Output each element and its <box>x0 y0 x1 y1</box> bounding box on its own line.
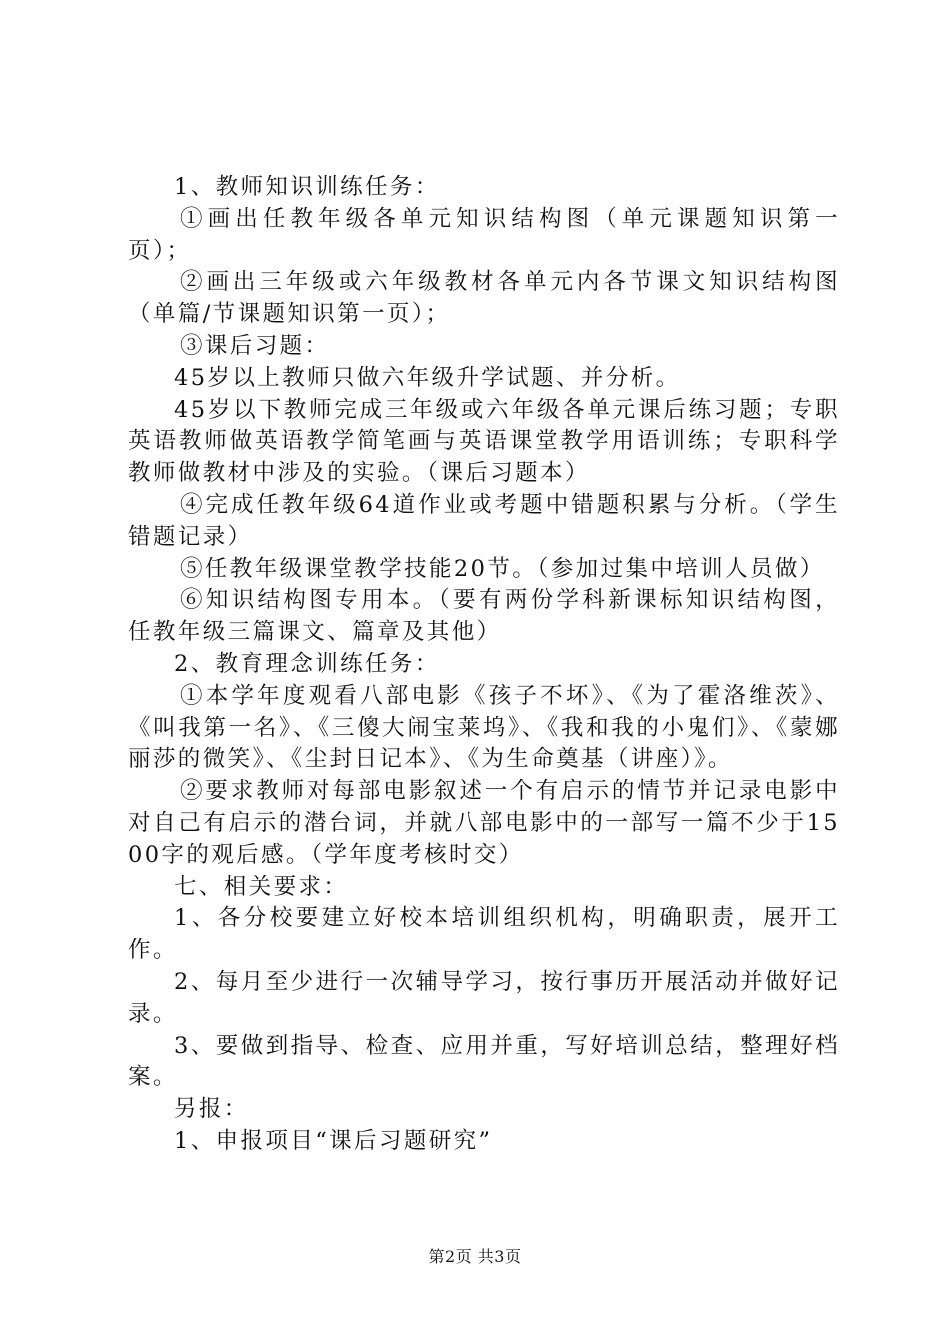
section-heading-additional-report: 另报： <box>174 1096 249 1123</box>
item-3-exercises: ③课后习题： <box>180 332 330 359</box>
requirement-2: 2、每月至少进行一次辅导学习，按行事历开展活动并做好记录。 <box>128 968 840 1027</box>
report-item-1: 1、申报项目“课后习题研究” <box>174 1127 493 1154</box>
item-2-movie-reflection: ②要求教师对每部电影叙述一个有启示的情节并记录电影中对自己有启示的潜台词，并就八部电影中的一部写一篇不少于1500字的观后感。（学年度考核时交） <box>128 778 840 868</box>
item-1-knowledge-map: ①画出任教年级各单元知识结构图（单元课题知识第一页）； <box>128 205 840 264</box>
section-heading-education-philosophy: 2、教育理念训练任务： <box>174 650 440 677</box>
item-2-lesson-map: ②画出三年级或六年级教材各单元内各节课文知识结构图（单篇/节课题知识第一页）； <box>128 269 840 328</box>
page-footer: 第2页 共3页 <box>428 1247 522 1266</box>
item-4-error-records: ④完成任教年级64道作业或考题中错题积累与分析。（学生错题记录） <box>128 491 840 550</box>
item-1-movies: ①本学年度观看八部电影《孩子不坏》、《为了霍洛维茨》、《叫我第一名》、《三傻大闹宝莱坞》、《我和我的小鬼们》、《蒙娜丽莎的微笑》、《尘封日记本》、《为生命奠基（讲座）》。 <box>128 682 840 773</box>
item-6-structure-notebook: ⑥知识结构图专用本。（要有两份学科新课标知识结构图，任教年级三篇课文、篇章及其他） <box>128 587 840 646</box>
requirement-1: 1、各分校要建立好校本培训组织机构，明确职责，展开工作。 <box>128 905 840 964</box>
exercises-under-45: 45岁以下教师完成三年级或六年级各单元课后练习题；专职英语教师做英语教学简笔画与英语课堂教学用语训练；专职科学教师做教材中涉及的实验。（课后习题本） <box>128 396 840 487</box>
exercises-over-45: 45岁以上教师只做六年级升学试题、并分析。 <box>174 364 681 391</box>
section-heading-requirements: 七、相关要求： <box>174 873 349 900</box>
requirement-3: 3、要做到指导、检查、应用并重，写好培训总结，整理好档案。 <box>128 1032 840 1091</box>
section-heading-knowledge-training: 1、教师知识训练任务： <box>174 174 440 200</box>
item-5-teaching-skills: ⑤任教年级课堂教学技能20节。（参加过集中培训人员做） <box>180 555 825 582</box>
document-body <box>128 172 840 1158</box>
